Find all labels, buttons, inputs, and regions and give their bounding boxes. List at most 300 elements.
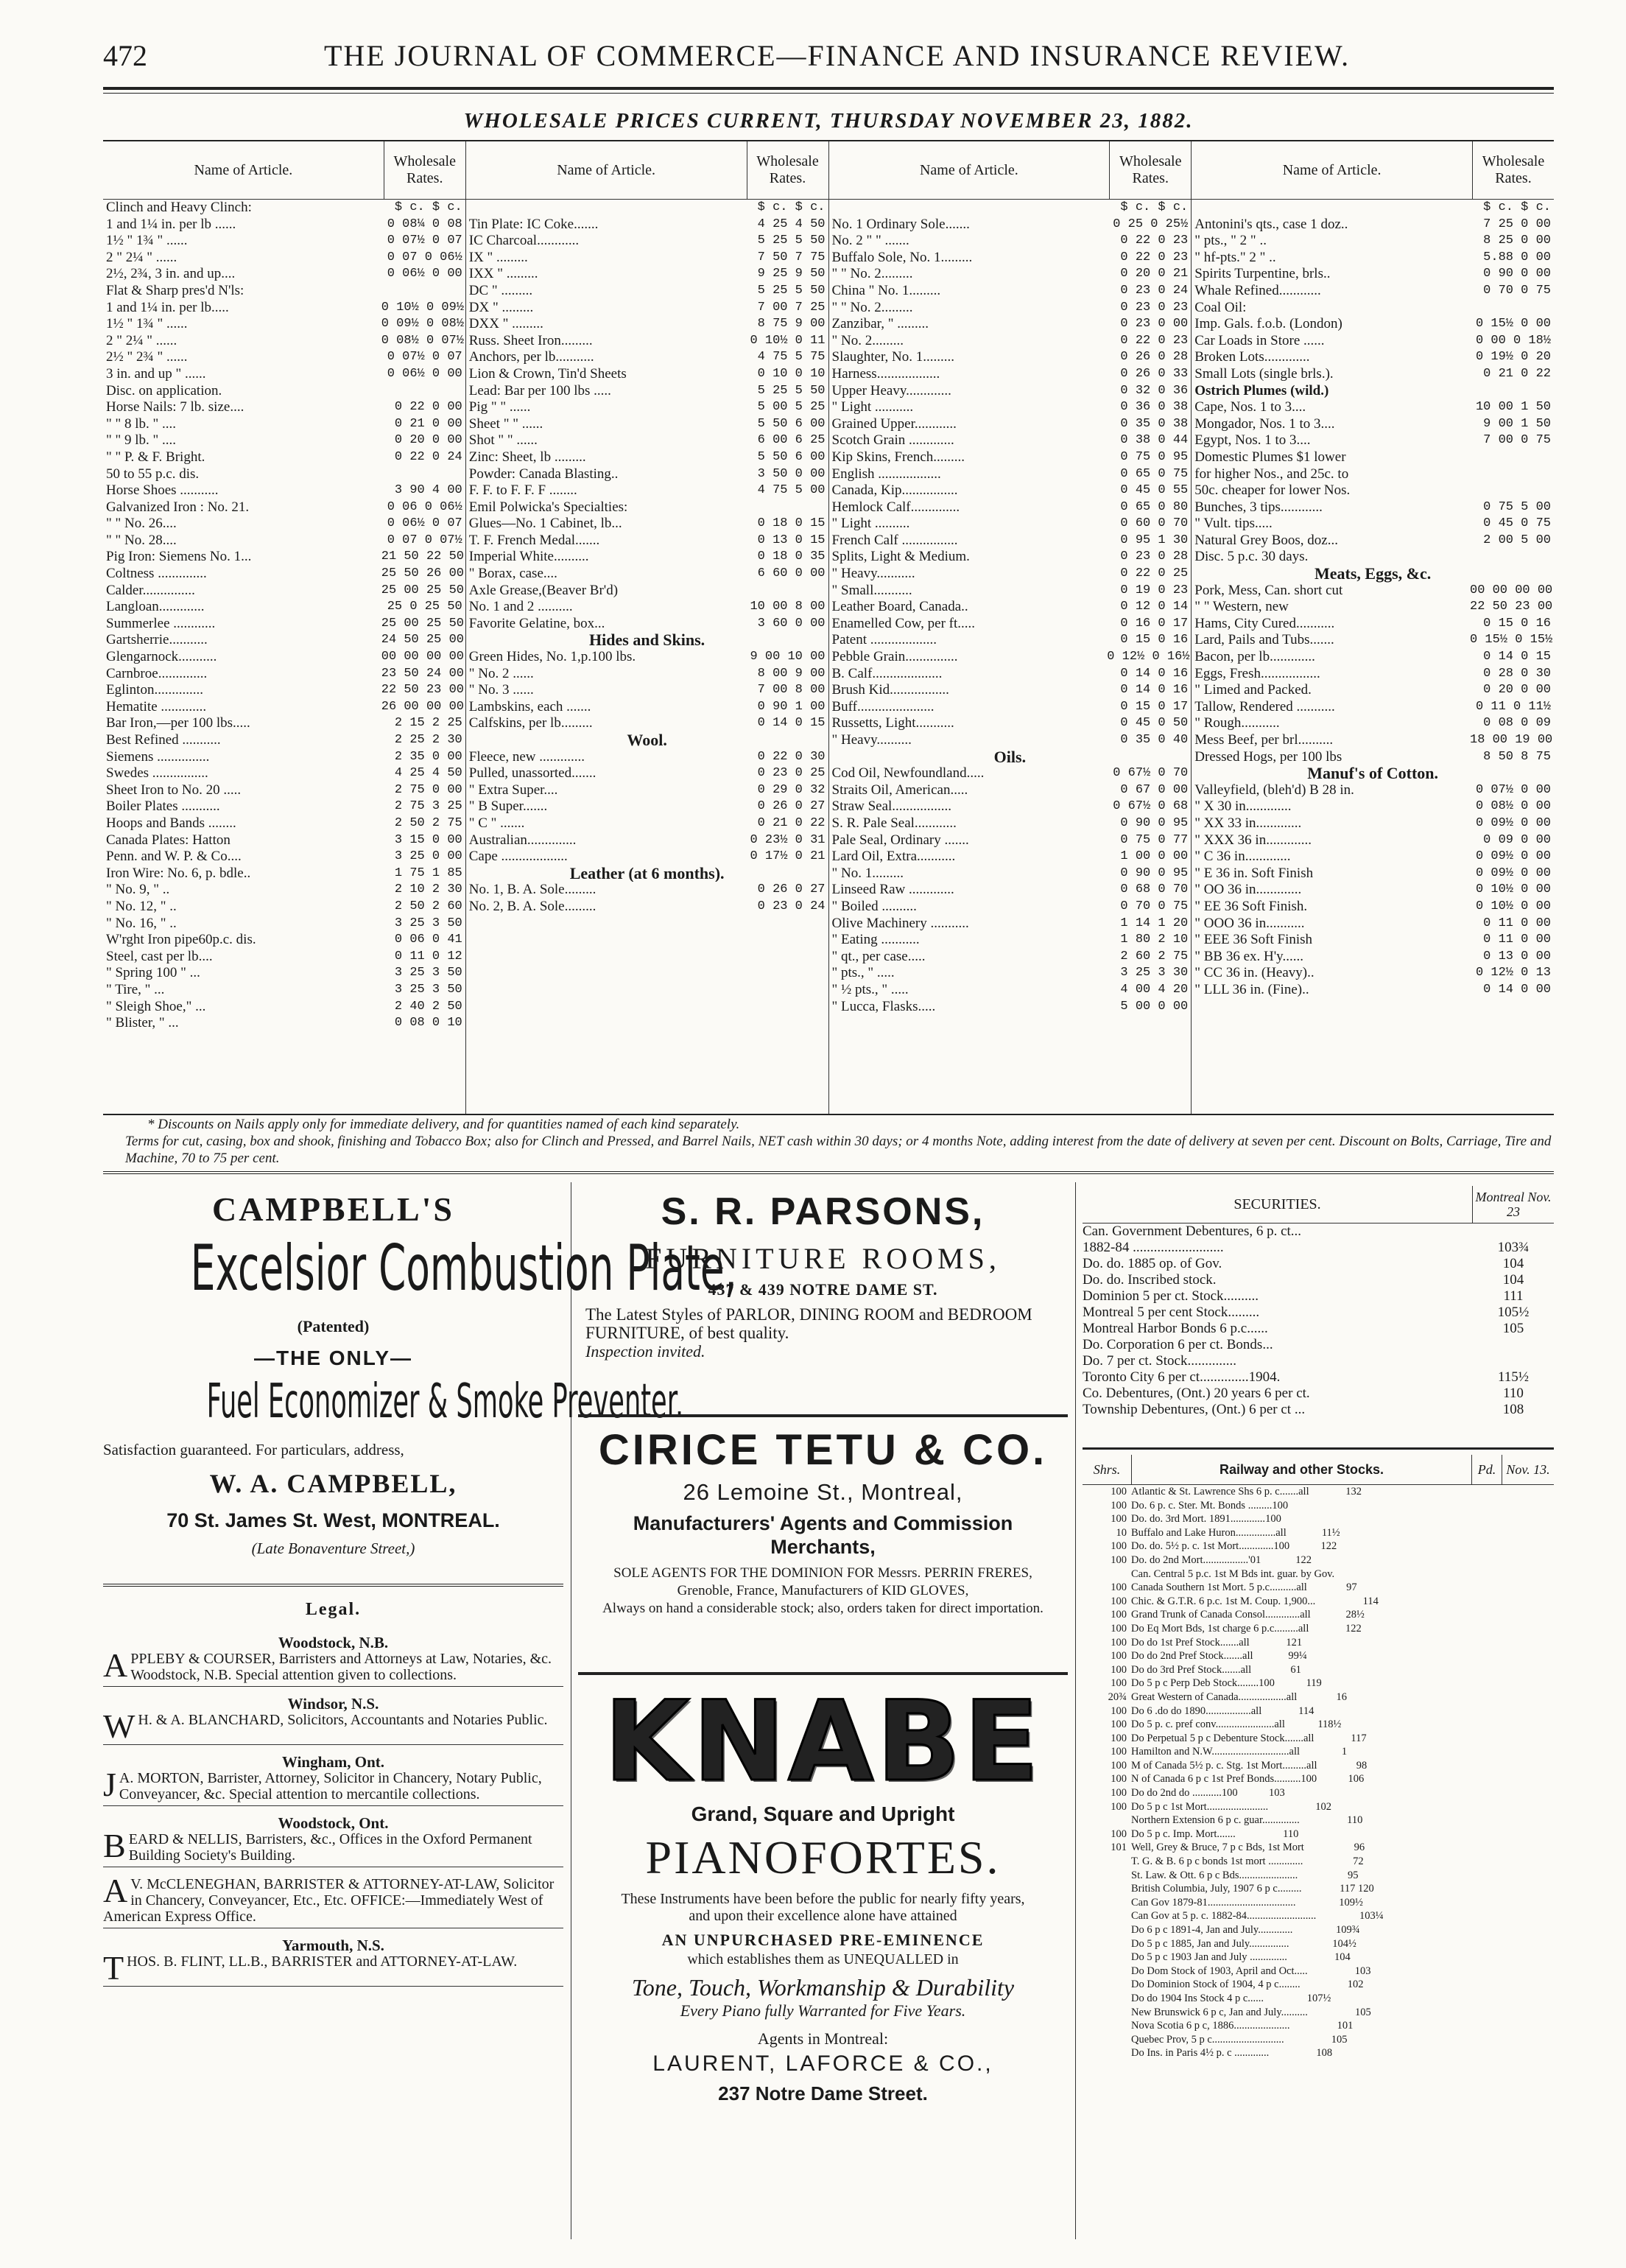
article-name: " pts., " .....	[831, 965, 895, 981]
railway-shares	[1083, 2006, 1131, 2020]
railway-name: British Columbia, July, 1907 6 p c.........	[1131, 1883, 1302, 1895]
wholesale-rate: 0 08 0 10	[394, 1016, 462, 1031]
wholesale-rate: 1 14 1 20	[1120, 916, 1189, 930]
railway-name: Do 6 .do do 1890.................	[1131, 1704, 1251, 1717]
article-name: " No. 2.........	[831, 332, 904, 348]
price-row	[103, 399, 465, 416]
article-name: Lead: Bar per 100 lbs .....	[468, 382, 611, 399]
price-row	[103, 949, 465, 966]
article-name: " Light ..........	[831, 516, 910, 532]
wholesale-rate: 0 22 0 25	[1120, 566, 1189, 581]
article-name: Summerlee ............	[106, 615, 216, 631]
railway-paid	[1289, 1937, 1319, 1951]
price-row	[466, 699, 828, 716]
price-column-header	[466, 141, 828, 200]
wholesale-rate: 5 25 5 50	[757, 283, 826, 298]
column-rule-2	[1075, 1182, 1076, 2239]
price-row	[829, 383, 1192, 400]
tetu-rule	[578, 1414, 1068, 1417]
article-name: Lard, Pails and Tubs.......	[1194, 632, 1334, 648]
price-row	[1192, 765, 1554, 782]
wholesale-rate: 1 75 1 85	[394, 866, 462, 880]
article-name: No. 2 " " .......	[831, 233, 909, 249]
railway-shares	[1083, 1937, 1131, 1951]
price-row	[103, 632, 465, 649]
tetu-agents: SOLE AGENTS FOR THE DOMINION FOR Messrs. PERRIN FRERES, Grenoble, France, Manufacturers of KID GLOVES,	[613, 1565, 1032, 1598]
railway-row	[1083, 1691, 1554, 1704]
article-name: Tin Plate: IC Coke.......	[468, 216, 599, 232]
price-row	[466, 333, 828, 350]
article-name: F. F. to F. F. F ........	[468, 482, 577, 499]
railway-price: 103	[1268, 1787, 1285, 1800]
railway-name: Do do 1st Pref Stock.......	[1131, 1636, 1239, 1649]
legal-text: A. MORTON, Barrister, Attorney, Solicitor in Chancery, Notary Public, Conveyancer, &c. Special attention to mercantile collections.	[119, 1770, 542, 1802]
railway-name: Do Dominion Stock of 1904, 4 p c........	[1131, 1979, 1301, 1991]
railway-name: Chic. & G.T.R. 6 p.c. 1st M. Coup. 1,900...	[1131, 1595, 1316, 1607]
article-name: Fleece, new .............	[468, 748, 585, 765]
legal-place: Wingham, Ont.	[281, 1753, 385, 1771]
article-name: " XXX 36 in.............	[1194, 832, 1312, 848]
railway-paid	[1308, 2006, 1337, 2020]
col-name-header: Name of Article.	[466, 141, 747, 199]
railway-price: 107½	[1306, 1992, 1331, 2004]
article-name: " Blister, " ...	[106, 1015, 179, 1031]
tetu-name: CIRICE TETU & CO.	[598, 1426, 1048, 1474]
railway-paid: all	[1303, 1732, 1314, 1744]
railway-paid	[1296, 1896, 1326, 1910]
wholesale-rate	[381, 283, 462, 300]
railway-row	[1083, 1896, 1554, 1910]
article-name: " No. 2 ......	[468, 665, 534, 681]
price-row	[466, 316, 828, 333]
price-row	[103, 982, 465, 999]
price-row	[103, 965, 465, 982]
article-name: 2 " 2¼ " ......	[106, 332, 177, 348]
railway-price: 118½	[1317, 1718, 1342, 1731]
wholesale-rate: $ c. $ c.	[1483, 200, 1551, 214]
article-name: No. 2, B. A. Sole.........	[468, 898, 596, 914]
running-head: THE JOURNAL OF COMMERCE—FINANCE AND INSURANCE REVIEW.	[324, 39, 1351, 72]
wholesale-rate: 0 23 0 24	[757, 899, 826, 913]
wholesale-rate: 0 08½ 0 00	[1475, 799, 1551, 814]
price-row	[466, 217, 828, 234]
railway-shares: 100	[1111, 1650, 1127, 1663]
security-price	[1473, 1223, 1554, 1240]
railway-shares: 10	[1116, 1526, 1127, 1539]
railway-price: 61	[1290, 1663, 1301, 1676]
railway-price: 121	[1286, 1636, 1303, 1649]
railway-row	[1083, 1855, 1554, 1869]
article-name: Anchors, per lb...........	[468, 349, 594, 365]
railway-row	[1083, 2019, 1554, 2033]
wholesale-rate: 6 00 6 25	[757, 433, 826, 448]
price-row	[466, 449, 828, 466]
wholesale-rate: 0 90 0 95	[1120, 815, 1189, 830]
price-column	[466, 141, 829, 1114]
price-row	[1192, 416, 1554, 433]
article-name: Pig Iron: Siemens No. 1...	[106, 549, 252, 565]
railway-name: Do 5 p c 1885, Jan and July...............	[1131, 1937, 1289, 1950]
article-name: Cape ...................	[468, 849, 568, 865]
railway-shares: 100	[1111, 1773, 1127, 1786]
railway-name: Do do 2nd do ...........	[1131, 1787, 1222, 1800]
price-row	[1192, 699, 1554, 716]
price-row	[1192, 482, 1554, 499]
article-name: Shot " " ......	[468, 432, 538, 449]
campbell-name: CAMPBELL'S	[211, 1190, 455, 1228]
article-name: Leather (at 6 months).	[569, 865, 725, 882]
price-row	[103, 715, 465, 732]
wholesale-rate: 0 08¼ 0 08	[387, 217, 462, 231]
article-name: Glues—No. 1 Cabinet, lb...	[468, 516, 622, 532]
article-name: DX " .........	[468, 299, 534, 315]
wholesale-rate: 0 06 0 06½	[387, 499, 462, 514]
price-row	[466, 366, 828, 383]
price-row	[466, 416, 828, 433]
article-name: Hams, City Cured...........	[1194, 615, 1335, 631]
article-name: Cape, Nos. 1 to 3....	[1194, 399, 1306, 415]
railway-name: Canada Southern 1st Mort. 5 p.c..........	[1131, 1581, 1297, 1594]
article-name: Clinch and Heavy Clinch:	[106, 200, 252, 215]
railway-shares: 101	[1111, 1842, 1127, 1854]
price-row	[829, 682, 1192, 699]
price-row	[1192, 916, 1554, 933]
railway-name: Atlantic & St. Lawrence Shs 6 p. c.......	[1131, 1486, 1299, 1498]
security-price: 105½	[1497, 1305, 1530, 1320]
header-rule-thin	[103, 93, 1554, 94]
price-row	[829, 333, 1192, 350]
article-name: " XX 33 in.............	[1194, 815, 1302, 831]
legal-entry	[103, 1937, 563, 1987]
price-row	[1192, 366, 1554, 383]
railway-name: Can Gov at 5 p. c. 1882-84..........................	[1131, 1910, 1317, 1923]
price-row	[466, 782, 828, 799]
article-name: Best Refined ...........	[106, 732, 221, 748]
wholesale-rate: 0 14 0 16	[1120, 683, 1189, 698]
railway-row	[1083, 1608, 1554, 1622]
railway-name: N of Canada 6 p c 1st Pref Bonds..........	[1131, 1773, 1301, 1786]
article-name: 1 and 1¼ in. per lb.....	[106, 299, 229, 315]
security-name: Dominion 5 per ct. Stock..........	[1083, 1288, 1259, 1304]
price-row	[829, 366, 1192, 383]
price-row	[103, 899, 465, 916]
price-row	[1192, 949, 1554, 966]
article-name: Coltness ..............	[106, 566, 207, 582]
article-name: DC " .........	[468, 282, 533, 298]
security-row	[1083, 1402, 1554, 1418]
wholesale-rate: 2 50 2 75	[394, 815, 462, 830]
security-price: 105	[1502, 1321, 1524, 1336]
campbell-person: W. A. CAMPBELL,	[209, 1469, 457, 1498]
railway-shares	[1083, 1909, 1131, 1923]
railway-table	[1083, 1455, 1554, 2060]
article-name: Steel, cast per lb....	[106, 948, 213, 964]
campbell-slogan: Fuel Economizer & Smoke Preventer.	[206, 1375, 684, 1429]
wholesale-rate: 0 21 0 00	[394, 416, 462, 431]
article-name: B. Calf....................	[831, 665, 943, 681]
article-name: " No. 1.........	[831, 865, 904, 881]
price-row	[103, 999, 465, 1016]
wholesale-rate: 0 35 0 40	[1120, 733, 1189, 747]
price-row	[103, 699, 465, 716]
article-name: " qt., per case.....	[831, 948, 926, 964]
railway-row	[1083, 1622, 1554, 1636]
wholesale-rate: 3 90 4 00	[394, 483, 462, 498]
price-row	[1192, 798, 1554, 815]
railway-price: 99¼	[1288, 1650, 1307, 1663]
railway-price: 1	[1341, 1746, 1348, 1758]
wholesale-rate: 00 00 00 00	[381, 650, 464, 664]
wholesale-rate: $ c. $ c.	[757, 200, 826, 214]
railway-row	[1083, 1909, 1554, 1923]
legal-text: PPLEBY & COURSER, Barristers and Attorneys at Law, Notaries, &c. Woodstock, N.B. Special attention given to collections.	[130, 1651, 552, 1683]
price-row	[103, 849, 465, 866]
security-price	[1473, 1353, 1554, 1369]
price-row	[1192, 682, 1554, 699]
legal-divider	[103, 1744, 563, 1745]
railway-shares: 100	[1111, 1759, 1127, 1772]
article-name: " No. 9, " ..	[106, 882, 170, 898]
railway-price: 105	[1331, 2033, 1348, 2046]
wholesale-rate: 0 06½ 0 07	[387, 516, 462, 531]
wholesale-rate: 0 23 0 24	[1120, 283, 1189, 298]
wholesale-rate: 0 15 0 16	[1483, 616, 1551, 631]
wholesale-rate: 0 26 0 28	[1120, 350, 1189, 365]
price-row	[466, 832, 828, 849]
railway-paid	[1334, 1567, 1364, 1581]
wholesale-rate	[1470, 383, 1551, 400]
price-row	[829, 449, 1192, 466]
price-row	[103, 416, 465, 433]
wholesale-rate	[1470, 300, 1551, 317]
security-name: Montreal Harbor Bonds 6 p.c......	[1083, 1321, 1268, 1336]
wholesale-rate: 2 15 2 25	[394, 716, 462, 731]
price-row	[1192, 499, 1554, 516]
wholesale-rate	[1470, 466, 1551, 483]
railway-row	[1083, 1965, 1554, 1979]
article-name: Iron Wire: No. 6, p. bdle..	[106, 865, 251, 881]
article-name: Olive Machinery ...........	[831, 915, 969, 931]
price-row	[1192, 832, 1554, 849]
wholesale-rate: 0 70 0 75	[1483, 283, 1551, 298]
railway-row	[1083, 1732, 1554, 1746]
price-row	[829, 798, 1192, 815]
knabe-text: These Instruments have been before the public for nearly fifty years, and upon their excellence alone have attained	[621, 1891, 1025, 1924]
railway-shares	[1083, 1882, 1131, 1896]
article-name: Patent ...................	[831, 632, 937, 648]
legal-rule	[103, 1584, 563, 1587]
price-row	[466, 682, 828, 699]
railway-price: 109¾	[1336, 1924, 1360, 1936]
article-name: 50 to 55 p.c. dis.	[106, 466, 200, 482]
price-row	[466, 283, 828, 300]
wholesale-rate: 1 80 2 10	[1120, 933, 1189, 947]
wholesale-rate: 3 60 0 00	[757, 616, 826, 631]
article-name: Australian..............	[468, 832, 577, 848]
railway-row	[1083, 2046, 1554, 2060]
article-name: Sheet " " ......	[468, 415, 543, 432]
railway-row	[1083, 1800, 1554, 1814]
parsons-sub: FURNITURE ROOMS,	[645, 1242, 1001, 1275]
wholesale-rate: 5 25 5 50	[757, 234, 826, 248]
col-rates-header: Wholesale Rates.	[1119, 153, 1182, 186]
wholesale-rate: 0 15 0 17	[1120, 699, 1189, 714]
wholesale-rate: 5 50 6 00	[757, 449, 826, 464]
wholesale-rate: 0 14 0 15	[1483, 650, 1551, 664]
railway-paid: 100	[1265, 1513, 1281, 1526]
article-name: Siemens ...............	[106, 748, 210, 765]
article-name: " BB 36 ex. H'y......	[1194, 948, 1303, 964]
railway-paid: all	[1274, 1718, 1285, 1731]
price-row	[103, 815, 465, 832]
wholesale-rate: 0 68 0 70	[1120, 882, 1189, 897]
legal-list	[103, 1635, 563, 1987]
wholesale-rate: 0 08½ 0 07½	[381, 333, 464, 348]
railway-row	[1083, 1718, 1554, 1732]
article-name: Leather Board, Canada..	[831, 599, 968, 615]
security-name: Can. Government Debentures, 6 p. ct...	[1083, 1223, 1302, 1239]
article-name: " Heavy...........	[831, 566, 915, 582]
railway-shares: 100	[1111, 1787, 1127, 1800]
article-name: Disc. 5 p.c. 30 days.	[1194, 549, 1309, 565]
article-name: " OOO 36 in...........	[1194, 915, 1305, 931]
price-row	[466, 666, 828, 683]
tetu-ad	[578, 1425, 1068, 1617]
price-row	[829, 849, 1192, 866]
article-name: Coal Oil:	[1194, 299, 1247, 315]
price-row	[1192, 965, 1554, 982]
legal-entry	[103, 1815, 563, 1867]
security-row	[1083, 1386, 1554, 1402]
security-price	[1473, 1337, 1554, 1353]
price-row	[829, 899, 1192, 916]
wholesale-rate	[381, 383, 462, 400]
prices-footnotes	[103, 1116, 1554, 1167]
railway-paid: all	[1286, 1691, 1298, 1703]
wholesale-rate: 0 19 0 23	[1120, 583, 1189, 597]
railway-price: 103	[1354, 1965, 1371, 1977]
price-column	[829, 141, 1192, 1114]
price-row	[1192, 566, 1554, 583]
wholesale-rate: 9 25 9 50	[757, 267, 826, 281]
price-row	[1192, 849, 1554, 866]
article-name: " " P. & F. Bright.	[106, 449, 205, 465]
railway-row	[1083, 1978, 1554, 1992]
railway-paid	[1236, 1828, 1265, 1842]
price-row	[1192, 466, 1554, 483]
railway-name: Hamilton and N.W.............................	[1131, 1746, 1289, 1758]
price-column-header	[103, 141, 465, 200]
price-row	[829, 982, 1192, 999]
price-row	[103, 266, 465, 283]
railway-name: New Brunswick 6 p c, Jan and July..........	[1131, 2006, 1308, 2018]
article-name: Russ. Sheet Iron.........	[468, 332, 593, 348]
article-name: " ½ pts., " .....	[831, 981, 909, 997]
legal-section	[103, 1600, 563, 1995]
railway-row	[1083, 1828, 1554, 1842]
price-row	[103, 666, 465, 683]
railway-price: 16	[1336, 1691, 1348, 1703]
wholesale-rate: 7 00 8 00	[757, 683, 826, 698]
price-row	[466, 732, 828, 749]
wholesale-rate: 0 10½ 0 00	[1475, 882, 1551, 897]
wholesale-rate: 00 00 00 00	[1470, 583, 1553, 597]
wholesale-rate: 0 15½ 0 00	[1475, 317, 1551, 331]
knabe-agents-address: 237 Notre Dame Street.	[718, 2082, 928, 2104]
legal-entry	[103, 1876, 563, 1928]
price-row	[103, 533, 465, 550]
price-row	[829, 832, 1192, 849]
price-row	[829, 283, 1192, 300]
article-name: Bunches, 3 tips............	[1194, 499, 1323, 515]
wholesale-rate: 0 22 0 00	[394, 400, 462, 415]
railway-shares: 100	[1111, 1486, 1127, 1498]
article-name: " Sleigh Shoe," ...	[106, 998, 206, 1014]
article-name: W'rght Iron pipe60p.c. dis.	[106, 932, 256, 948]
article-name: Imp. Gals. f.o.b. (London)	[1194, 316, 1342, 332]
railway-shares: 20¾	[1108, 1691, 1127, 1703]
security-name: Co. Debentures, (Ont.) 20 years 6 per ct.	[1083, 1386, 1310, 1401]
price-row	[829, 949, 1192, 966]
railway-shares	[1083, 1567, 1131, 1581]
railway-name: Do Dom Stock of 1903, April and Oct.....	[1131, 1965, 1308, 1977]
railway-price: 102	[1315, 1800, 1331, 1813]
railway-row	[1083, 1841, 1554, 1855]
wholesale-rate: 0 20 0 00	[1483, 683, 1551, 698]
article-name: Hides and Skins.	[589, 632, 705, 650]
railway-paid: all	[1298, 1486, 1309, 1498]
railway-name: Do Ins. in Paris 4½ p. c .............	[1131, 2047, 1270, 2060]
price-row	[829, 715, 1192, 732]
wholesale-rate: 5 00 5 25	[757, 400, 826, 415]
railway-name: Do. do. 3rd Mort. 1891.............	[1131, 1513, 1266, 1526]
railway-price: 114	[1298, 1704, 1314, 1717]
railway-price: 101	[1337, 2020, 1354, 2032]
wholesale-rate: 2 10 2 30	[394, 882, 462, 897]
price-row	[466, 399, 828, 416]
article-name: Canada, Kip................	[831, 482, 958, 499]
railway-paid: 100	[1273, 1540, 1290, 1553]
railway-row	[1083, 1759, 1554, 1773]
article-name: Oils.	[993, 748, 1027, 766]
railway-shares	[1083, 1923, 1131, 1937]
price-row	[466, 516, 828, 533]
price-row	[829, 466, 1192, 483]
price-row	[103, 383, 465, 400]
price-row	[103, 765, 465, 782]
knabe-qualities: Tone, Touch, Workmanship & Durability	[631, 1974, 1015, 2001]
wholesale-rate: 0 45 0 75	[1483, 516, 1551, 531]
railway-row	[1083, 1567, 1554, 1581]
security-row	[1083, 1321, 1554, 1337]
wholesale-rate: 0 18 0 35	[757, 550, 826, 564]
railway-shares	[1083, 1992, 1131, 2006]
article-name: " No. 16, " ..	[106, 915, 177, 931]
legal-divider	[103, 1805, 563, 1806]
wholesale-rate: 0 11 0 12	[394, 949, 462, 963]
wholesale-rate: 5 00 0 00	[1120, 999, 1189, 1014]
price-row	[829, 217, 1192, 234]
prices-title: WHOLESALE PRICES CURRENT, THURSDAY NOVEMBER 23, 1882.	[463, 109, 1194, 133]
price-row	[103, 482, 465, 499]
article-name: " B Super.......	[468, 798, 548, 815]
article-name: Boiler Plates ...........	[106, 798, 220, 815]
price-row	[103, 1015, 465, 1032]
wholesale-rate: 0 07 0 07½	[387, 533, 462, 547]
railway-paid	[1264, 1992, 1293, 2006]
article-name: Linseed Raw .............	[831, 882, 954, 898]
wholesale-rate: 0 22 0 24	[394, 449, 462, 464]
